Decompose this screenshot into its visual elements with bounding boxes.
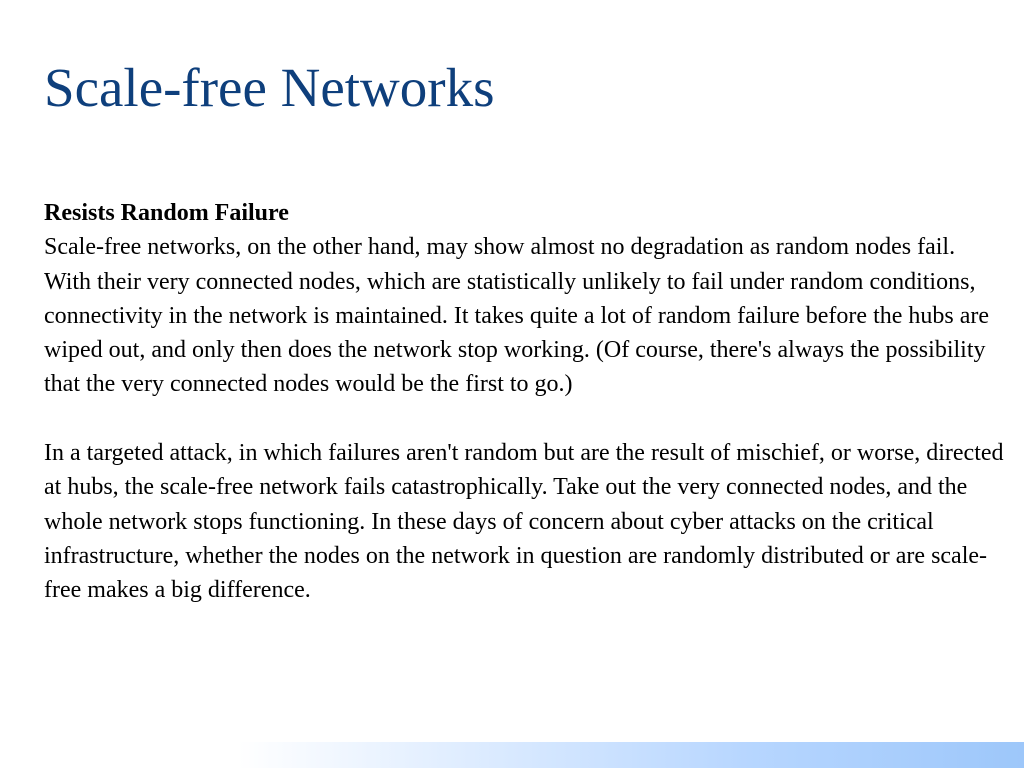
slide-body xyxy=(44,196,1004,608)
body-paragraph-1: Scale-free networks, on the other hand, may show almost no degradation as random nodes fail. With their very connected nodes, which are statistically unlikely to fail under random conditions, connectivity in the network is maintained. It takes quite a lot of random failure before the hubs are wiped out, and only then does the network stop working. (Of course, there's always the possibility that the very connected nodes would be the first to go.) xyxy=(44,234,990,398)
body-paragraph-2: In a targeted attack, in which failures aren't random but are the result of mischief, or worse, directed at hubs, the scale-free network fails catastrophically. Take out the very connected nodes, and the whole network stops functioning. In these days of concern about cyber attacks on the critical infrastructure, whether the nodes on the network in question are randomly distributed or are scale-free makes a big difference. xyxy=(44,440,1004,604)
decorative-bottom-bar xyxy=(238,742,1024,768)
section-heading: Resists Random Failure xyxy=(44,200,289,226)
paragraph-spacer xyxy=(44,402,1004,436)
slide-title: Scale-free Networks xyxy=(44,57,495,118)
